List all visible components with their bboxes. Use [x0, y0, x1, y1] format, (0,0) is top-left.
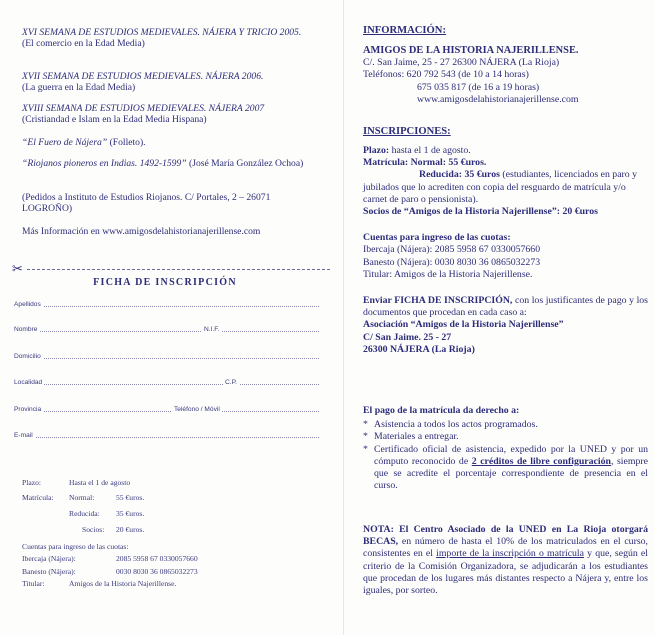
publication-subtitle: (La guerra en la Edad Media) [22, 82, 136, 94]
matricula-reducida: Reducida: 35 €uros [419, 169, 500, 181]
summary-titular [22, 578, 322, 590]
field-line [14, 331, 319, 332]
cuenta-titular: Titular: Amigos de la Historia Najerillense. [363, 268, 533, 280]
info-section [363, 25, 648, 106]
field-localidad[interactable] [14, 376, 319, 387]
cut-line [0, 262, 330, 276]
summary-value: Amigos de la Historia Najerillense. [69, 579, 177, 588]
summary-socios [22, 524, 322, 536]
scissors-icon: ✂ [12, 261, 23, 276]
publication-title: XVI SEMANA DE ESTUDIOS MEDIEVALES. NÁJERA Y TRICIO 2005. [22, 27, 302, 38]
field-line [14, 437, 319, 438]
nota-heading: NOTA: El Centro Asociado de la UNED en La Rioja otorgará BECAS, [363, 524, 648, 548]
publication-title: XVIII SEMANA DE ESTUDIOS MEDIEVALES. NÁJERA 2007 [22, 103, 265, 114]
plazo-label: Plazo: [363, 145, 390, 156]
field-label-cp: C.P. [225, 379, 237, 386]
publication-subtitle: (Folleto). [109, 137, 146, 148]
derechos-section [363, 405, 648, 492]
nota-section [363, 524, 648, 597]
publication-item [22, 103, 312, 125]
summary-label: Banesto (Nájera): [22, 567, 76, 576]
field-label: Localidad [14, 379, 43, 386]
phone-label: Teléfonos: [363, 69, 405, 81]
field-line [14, 411, 319, 412]
field-email[interactable] [14, 429, 319, 440]
derecho-item: * Asistencia a todos los actos programados. [363, 419, 648, 431]
info-heading: INFORMACIÓN: [363, 25, 446, 36]
fold-line [343, 0, 344, 635]
publication-subtitle: (Cristiandad e Islam en la Edad Media Hispana) [22, 114, 207, 126]
nota-text: y que, según el criterio de la Comisión Organizadora, se adjudicarán a los estudiantes que procedan de los lugares más distantes respecto a Nájera y, entre los iguales, por sorteo. [363, 548, 648, 597]
org-name: AMIGOS DE LA HISTORIA NAJERILLENSE. [363, 45, 579, 56]
summary-label: Ibercaja (Nájera): [22, 554, 76, 563]
org-phone-1 [363, 69, 648, 81]
field-label: Apellidos [14, 301, 41, 308]
cuenta-banesto: Banesto (Nájera): 0030 8030 36 0865032273 [363, 256, 541, 268]
publication-subtitle: (El comercio en la Edad Media) [22, 38, 145, 50]
field-line [14, 384, 319, 385]
summary-label: Cuentas para ingreso de las cuotas: [22, 542, 129, 551]
enviar-ficha: Enviar FICHA DE INSCRIPCIÓN, [363, 295, 513, 307]
dashed-line [12, 269, 330, 270]
publication-title: “Riojanos pioneros en Indias. 1492-1599” [22, 158, 187, 169]
creditos-link: 2 créditos de libre configuración [471, 455, 611, 467]
publication-subtitle: (José María González Ochoa) [189, 158, 304, 169]
field-apellidos[interactable] [14, 298, 319, 309]
summary-label: Normal: [69, 493, 95, 502]
matricula-normal: Matrícula: Normal: 55 €uros. [363, 157, 487, 169]
summary-reducida [22, 508, 322, 520]
asociacion-name: Asociación “Amigos de la Historia Najerillense” [363, 319, 564, 331]
summary-plazo [22, 477, 322, 489]
field-label-nif: N.I.F. [204, 326, 220, 333]
reducida-conditions: (estudiantes, licenciados en paro y jubilados que lo acrediten con copia del resguardo de matrícula y/o carnet de paro o pensionista). [363, 169, 638, 205]
phone-number: 620 792 543 (de 10 a 14 horas) [406, 69, 529, 81]
derecho-item [363, 444, 648, 493]
field-domicilio[interactable] [14, 350, 319, 361]
field-label-telefono: Teléfono / Móvil [174, 406, 220, 413]
summary-label: Plazo: [22, 478, 41, 487]
asociacion-city: 26300 NÁJERA (La Rioja) [363, 343, 475, 355]
field-provincia[interactable] [14, 403, 319, 414]
summary-banesto [22, 566, 322, 578]
field-label: Nombre [14, 326, 38, 333]
field-nombre[interactable] [14, 323, 319, 334]
summary-cuentas [22, 541, 322, 553]
org-phone-2: 675 035 817 (de 16 a 19 horas) [417, 81, 540, 93]
publication-item [22, 27, 312, 49]
form-title: FICHA DE INSCRIPCIÓN [93, 277, 237, 288]
orders-note: (Pedidos a Instituto de Estudios Riojanos. C/ Portales, 2 – 26071 LOGROÑO) [22, 192, 271, 215]
publication-item [22, 137, 312, 148]
enviar-text: con los justificantes de pago y los documentos que procedan en cada caso a: [363, 295, 648, 319]
org-website[interactable]: www.amigosdelahistorianajerillense.com [417, 93, 579, 105]
summary-label: Titular: [22, 579, 45, 588]
plazo-value: hasta el 1 de agosto. [391, 145, 471, 156]
org-address: C/. San Jaime, 25 - 27 26300 NÁJERA (La Rioja) [363, 57, 560, 69]
derecho-item: * Materiales a entregar. [363, 431, 648, 443]
inscripciones-section [363, 126, 648, 356]
summary-matricula [22, 492, 322, 504]
field-label: Domicilio [14, 353, 41, 360]
more-info-link[interactable]: Más Información en www.amigosdelahistorianajerillense.com [22, 226, 261, 237]
publication-title: XVII SEMANA DE ESTUDIOS MEDIEVALES. NÁJERA 2006. [22, 71, 264, 82]
summary-label: Matrícula: [22, 493, 54, 502]
field-line [14, 358, 319, 359]
nota-text: en número de hasta el 10% de los matriculados en el curso, consistentes en el [363, 536, 648, 560]
cuenta-ibercaja: Ibercaja (Nájera): 2085 5958 67 0330057660 [363, 244, 541, 256]
derecho-text: , siempre que se acredite el porcentaje correspondiente de presencia en el curso. [374, 455, 648, 492]
summary-value: Hasta el 1 de agosto [69, 478, 131, 487]
summary-value: 2085 5958 67 0330057660 [116, 554, 198, 563]
nota-underline: importe de la inscripción o matrícula [436, 548, 585, 560]
derechos-heading: El pago de la matrícula da derecho a: [363, 405, 520, 416]
summary-label: Reducida: [69, 509, 100, 518]
summary-value: 0030 8030 36 0865032273 [116, 567, 198, 576]
asociacion-street: C/ San Jaime. 25 - 27 [363, 331, 452, 343]
summary-label: Socios: [82, 525, 105, 534]
field-label: E-mail [14, 432, 33, 439]
derecho-text: Certificado oficial de asistencia, expedido por la UNED y por un cómputo reconocido de [374, 443, 648, 467]
cuentas-label: Cuentas para ingreso de las cuotas: [363, 232, 511, 244]
summary-value: 55 €uros. [116, 493, 145, 502]
summary-value: 35 €uros. [116, 509, 145, 518]
field-line [14, 306, 319, 307]
field-label: Provincia [14, 406, 42, 413]
publication-title: “El Fuero de Nájera” [22, 137, 108, 148]
inscripciones-heading: INSCRIPCIONES: [363, 126, 451, 137]
publication-item [22, 158, 312, 169]
summary-value: 20 €uros. [116, 525, 145, 534]
publication-item [22, 71, 312, 93]
summary-ibercaja [22, 553, 322, 565]
matricula-socios: Socios de “Amigos de la Historia Najerillense”: 20 €uros [363, 206, 598, 218]
